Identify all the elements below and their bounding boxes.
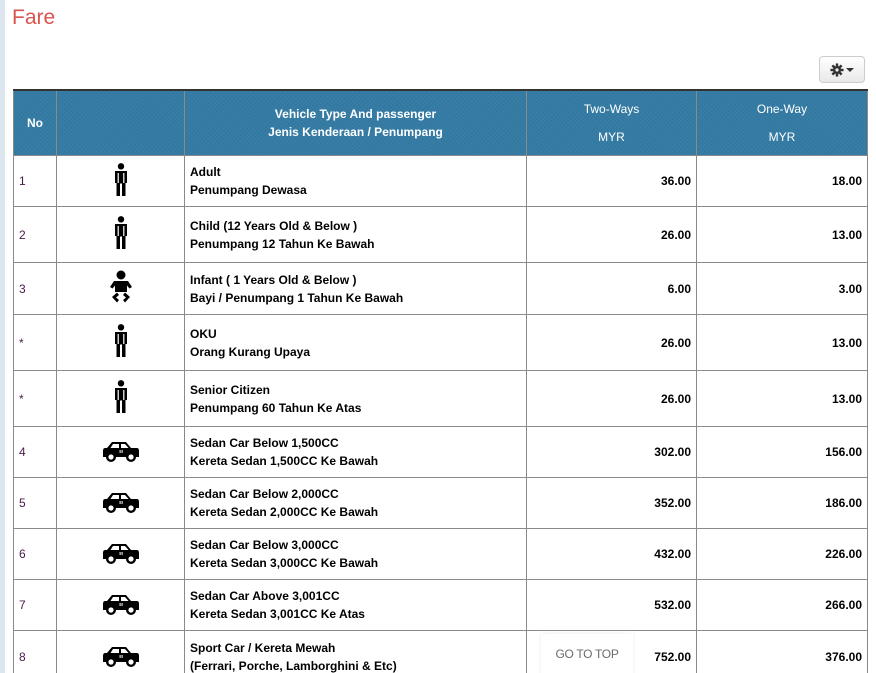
row-icon-cell [57,631,185,673]
row-description [185,263,527,315]
row-description [185,580,527,631]
table-settings-button[interactable] [819,56,865,83]
row-one-way-fare: 13.00 [697,207,868,263]
row-icon-cell [57,580,185,631]
row-two-ways-fare: 26.00 [527,315,697,371]
go-to-top-button[interactable]: GO TO TOP [541,634,633,673]
row-two-ways-fare: 532.00 [527,580,697,631]
header-vehicle-type[interactable] [185,90,527,156]
row-description [185,207,527,263]
table-row [14,427,868,478]
fare-table [13,89,868,673]
row-title: Sedan Car Below 1,500CC [190,436,339,450]
fare-table-body [14,156,868,673]
row-title: Child (12 Years Old & Below ) [190,218,358,233]
row-title: Sedan Car Below 3,000CC [190,538,339,552]
table-row [14,207,868,263]
row-description [185,371,527,427]
row-subtitle: Kereta Sedan 1,500CC Ke Bawah [190,454,379,468]
row-subtitle: Penumpang Dewasa [190,183,307,197]
row-title: OKU [190,326,217,341]
row-icon-cell [57,529,185,580]
row-description [185,478,527,529]
header-one-way-label: One-Way [756,102,808,116]
row-number: 6 [14,529,57,580]
row-number: 4 [14,427,57,478]
row-subtitle: Bayi / Penumpang 1 Tahun Ke Bawah [190,290,404,305]
table-header-row [14,90,868,156]
row-description [185,529,527,580]
table-row [14,315,868,371]
car-icon [102,541,140,568]
header-two-ways-label: Two-Ways [583,102,640,116]
row-subtitle: (Ferrari, Porche, Lamborghini & Etc) [190,659,397,673]
row-two-ways-fare: 352.00 [527,478,697,529]
row-title: Senior Citizen [190,382,271,397]
row-subtitle: Kereta Sedan 3,001CC Ke Atas [190,607,365,621]
row-one-way-fare: 266.00 [697,580,868,631]
header-vehicle-type-ms: Jenis Kenderaan / Penumpang [268,125,443,139]
gear-icon [830,63,844,77]
row-number: * [14,315,57,371]
row-number: 2 [14,207,57,263]
page-title: Fare [12,6,56,29]
row-one-way-fare: 226.00 [697,529,868,580]
header-two-ways[interactable] [527,90,697,156]
row-description [185,427,527,478]
adult-person-icon [113,163,129,200]
row-icon-cell [57,427,185,478]
row-title: Sedan Car Above 3,001CC [190,589,340,603]
row-description [185,631,527,673]
table-row [14,263,868,315]
table-row [14,631,868,673]
senior-person-icon [113,380,129,417]
header-one-way-currency: MYR [768,130,796,144]
row-icon-cell [57,371,185,427]
row-two-ways-fare: 26.00 [527,207,697,263]
row-two-ways-fare: 432.00 [527,529,697,580]
car-icon [102,592,140,619]
header-icon[interactable] [57,90,185,156]
row-number: * [14,371,57,427]
row-title: Infant ( 1 Years Old & Below ) [190,272,357,287]
row-number: 8 [14,631,57,673]
row-two-ways-fare: 302.00 [527,427,697,478]
infant-baby-icon [108,270,134,307]
row-two-ways-fare: 752.00 [527,631,697,673]
table-row [14,478,868,529]
row-two-ways-fare: 6.00 [527,263,697,315]
row-icon-cell [57,263,185,315]
row-icon-cell [57,207,185,263]
row-subtitle: Penumpang 60 Tahun Ke Atas [190,400,362,415]
row-one-way-fare: 13.00 [697,371,868,427]
table-row [14,156,868,207]
row-description [185,156,527,207]
child-person-icon [113,216,129,253]
row-subtitle: Kereta Sedan 3,000CC Ke Bawah [190,556,379,570]
row-number: 5 [14,478,57,529]
row-one-way-fare: 3.00 [697,263,868,315]
row-subtitle: Kereta Sedan 2,000CC Ke Bawah [190,505,379,519]
row-number: 1 [14,156,57,207]
row-icon-cell [57,315,185,371]
car-icon [102,644,140,671]
row-subtitle: Orang Kurang Upaya [190,344,311,359]
row-description [185,315,527,371]
header-no[interactable]: No [14,90,57,156]
row-title: Adult [190,165,221,179]
header-vehicle-type-en: Vehicle Type And passenger [274,107,437,121]
left-sidebar-edge [0,0,5,673]
row-one-way-fare: 156.00 [697,427,868,478]
row-one-way-fare: 18.00 [697,156,868,207]
row-subtitle: Penumpang 12 Tahun Ke Bawah [190,236,375,251]
row-icon-cell [57,156,185,207]
header-one-way[interactable] [697,90,868,156]
row-two-ways-fare: 36.00 [527,156,697,207]
row-title: Sport Car / Kereta Mewah [190,641,336,655]
car-icon [102,490,140,517]
row-icon-cell [57,478,185,529]
row-number: 7 [14,580,57,631]
caret-down-icon [846,67,854,73]
row-number: 3 [14,263,57,315]
header-two-ways-currency: MYR [598,130,625,144]
row-title: Sedan Car Below 2,000CC [190,487,339,501]
row-two-ways-fare: 26.00 [527,371,697,427]
row-one-way-fare: 13.00 [697,315,868,371]
car-icon [102,439,140,466]
row-one-way-fare: 376.00 [697,631,868,673]
oku-person-icon [113,324,129,361]
row-one-way-fare: 186.00 [697,478,868,529]
table-row [14,371,868,427]
table-row [14,580,868,631]
table-row [14,529,868,580]
